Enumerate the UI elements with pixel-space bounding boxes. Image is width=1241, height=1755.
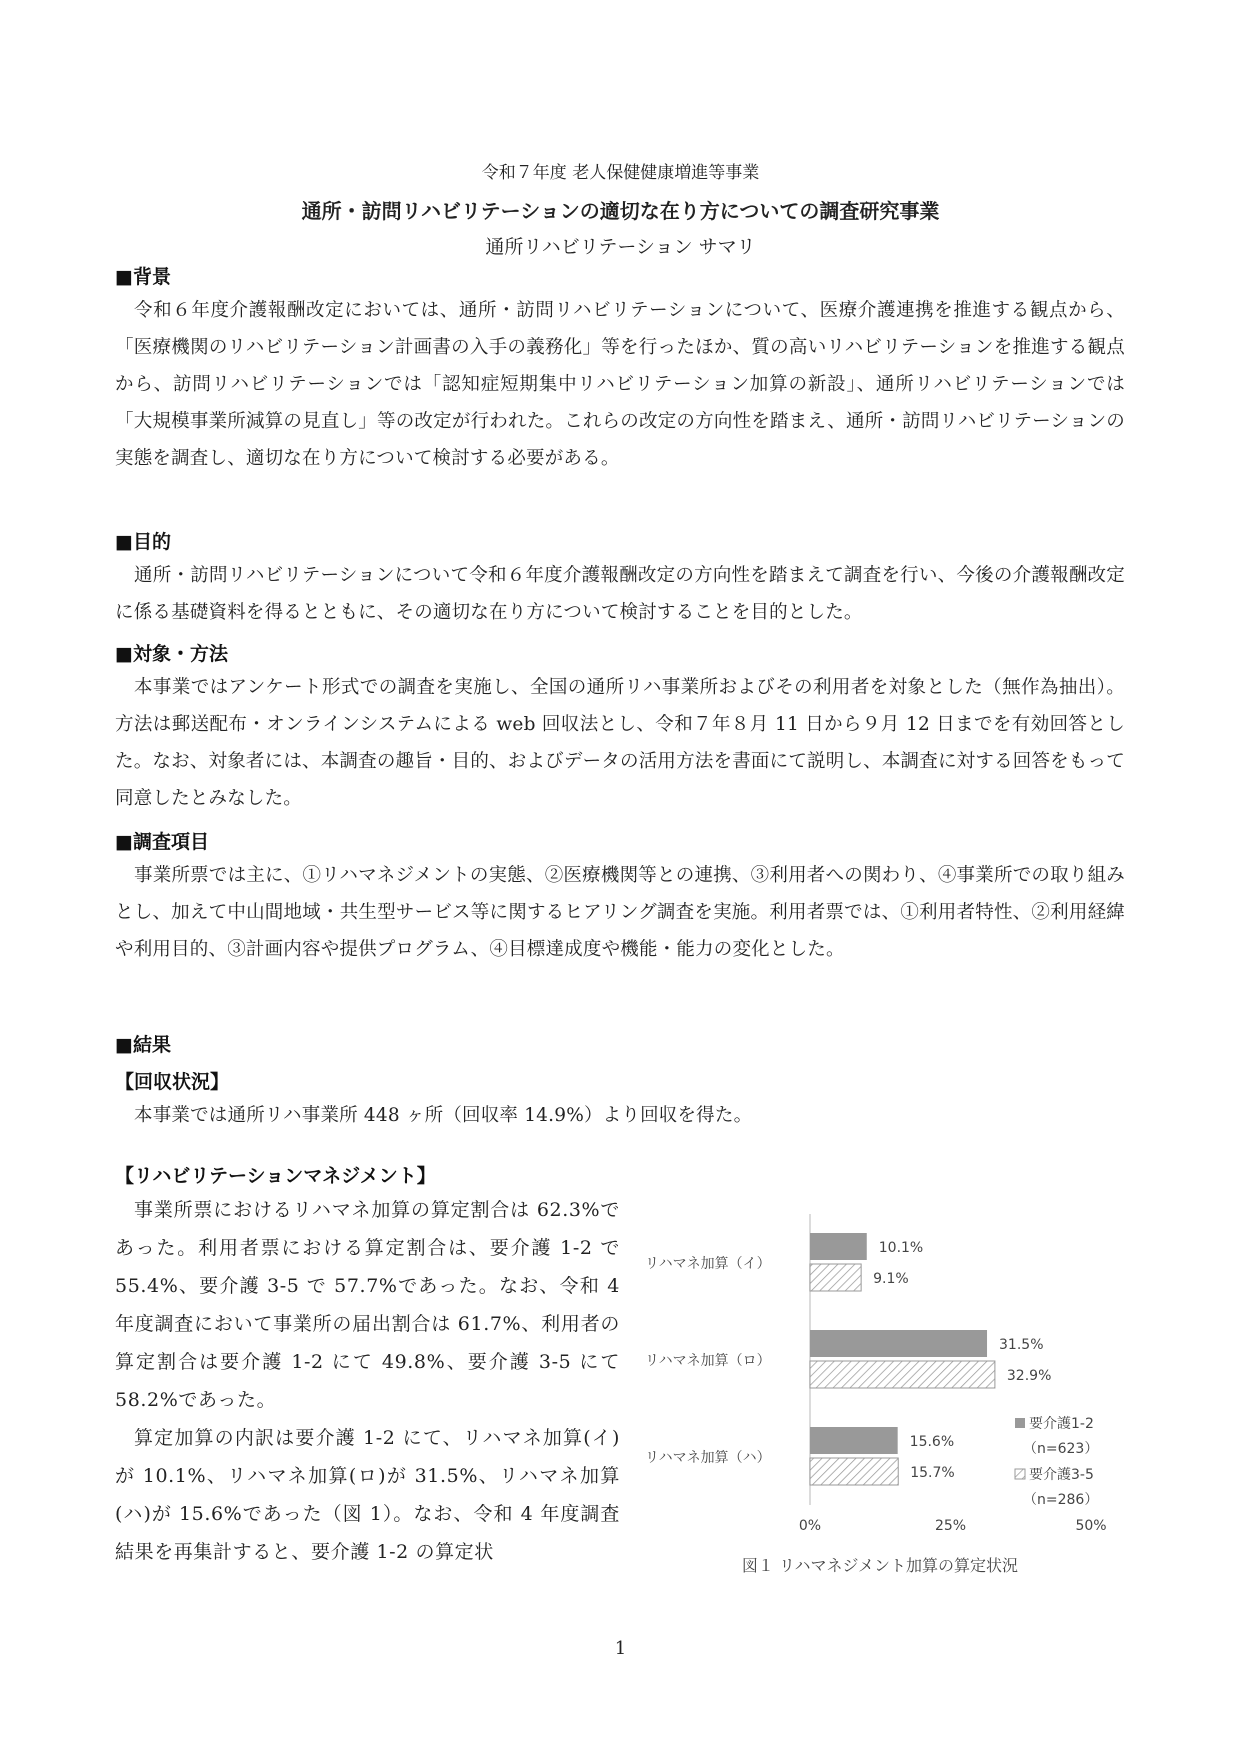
paragraph-collection: 本事業では通所リハ事業所 448 ヶ所（回収率 14.9%）より回収を得た。	[134, 1105, 753, 1126]
document-title: 通所・訪問リハビリテーションの適切な在り方についての調査研究事業	[301, 199, 940, 223]
legend-label: 要介護3-5	[1029, 1467, 1094, 1483]
document-subtitle: 通所リハビリテーション サマリ	[485, 236, 756, 258]
legend-swatch	[1015, 1469, 1025, 1479]
data-label: 15.7%	[910, 1465, 955, 1481]
x-tick-label: 0%	[798, 1518, 822, 1534]
paragraph-rehab-management-1: 事業所票におけるリハマネ加算の算定割合は 62.3%であった。利用者票における算定割合は、要介護 1-2 で 55.4%、要介護 3-5 で 57.7%であった。なお、令和 4 年度調査において事業所の届出割合は 61.7%、利用者の算定割合は要介護 1-2 にて 49.8%、要介護 3-5 にて 58.2%であった。	[115, 1199, 620, 1411]
legend-swatch	[1015, 1418, 1025, 1428]
paragraph-rehab-management-2: 算定加算の内訳は要介護 1-2 にて、リハマネ加算(イ)が 10.1%、リハマネ加算(ロ)が 31.5%、リハマネ加算(ハ)が 15.6%であった（図 1）。なお、令和 4 年度調査結果を再集計すると、要介護 1-2 の算定状	[115, 1427, 620, 1563]
x-tick-label: 25%	[934, 1518, 967, 1534]
legend-n-label: （n=623）	[1023, 1441, 1099, 1457]
bar-care-3-5	[810, 1361, 995, 1388]
bar-care-1-2	[810, 1330, 987, 1357]
data-label: 32.9%	[1006, 1368, 1052, 1384]
category-label: リハマネ加算（イ）	[645, 1256, 771, 1272]
legend-n-label: （n=286）	[1023, 1492, 1099, 1508]
x-tick-label: 50%	[1075, 1518, 1107, 1534]
heading-results: ■結果	[115, 1034, 171, 1056]
paragraph-method: 本事業ではアンケート形式での調査を実施し、全国の通所リハ事業所およびその利用者を対象とした（無作為抽出）。方法は郵送配布・オンラインシステムによる web 回収法とし、令和７年８月 11 日から９月 12 日までを有効回答とした。なお、対象者には、本調査の趣旨・目的、およびデータの活用方法を書面にて説明し、本調査に対する回答をもって同意したとみなした。	[115, 677, 1125, 809]
heading-rehab-management: 【リハビリテーションマネジメント】	[115, 1165, 436, 1187]
data-label: 31.5%	[999, 1337, 1044, 1353]
bar-care-3-5	[810, 1458, 898, 1485]
category-label: リハマネ加算（ハ）	[645, 1450, 771, 1466]
heading-method: ■対象・方法	[115, 643, 228, 665]
paragraph-purpose: 通所・訪問リハビリテーションについて令和６年度介護報酬改定の方向性を踏まえて調査を行い、今後の介護報酬改定に係る基礎資料を得るとともに、その適切な在り方について検討することを目的とした。	[115, 565, 1125, 623]
heading-background: ■背景	[115, 266, 171, 288]
program-name: 令和７年度 老人保健健康増進等事業	[481, 163, 760, 183]
category-label: リハマネ加算（ロ）	[645, 1353, 771, 1369]
data-label: 10.1%	[878, 1240, 924, 1256]
paragraph-background: 令和６年度介護報酬改定においては、通所・訪問リハビリテーションについて、医療介護連携を推進する観点から、「医療機関のリハビリテーション計画書の入手の義務化」等を行ったほか、質の高いリハビリテーションを推進する観点から、訪問リハビリテーションでは「認知症短期集中リハビリテーション加算の新設」、通所リハビリテーションでは「大規模事業所減算の見直し」等の改定が行われた。これらの改定の方向性を踏まえ、通所・訪問リハビリテーションの実態を調査し、適切な在り方について検討する必要がある。	[115, 300, 1125, 469]
legend-label: 要介護1-2	[1029, 1416, 1094, 1432]
page-number: 1	[614, 1638, 627, 1659]
data-label: 9.1%	[873, 1271, 909, 1287]
bar-care-1-2	[810, 1427, 898, 1454]
heading-items: ■調査項目	[115, 831, 209, 853]
figure-caption: 図１ リハマネジメント加算の算定状況	[741, 1556, 1019, 1575]
heading-purpose: ■目的	[115, 531, 171, 553]
bar-chart	[630, 1200, 1130, 1600]
heading-collection: 【回収状況】	[115, 1071, 230, 1093]
figure-1-chart	[630, 1200, 1130, 1600]
bar-care-3-5	[810, 1264, 861, 1291]
data-label: 15.6%	[909, 1434, 955, 1450]
bar-care-1-2	[810, 1233, 867, 1260]
paragraph-items: 事業所票では主に、①リハマネジメントの実態、②医療機関等との連携、③利用者への関わり、④事業所での取り組みとし、加えて中山間地域・共生型サービス等に関するヒアリング調査を実施。利用者票では、①利用者特性、②利用経緯や利用目的、③計画内容や提供プログラム、④目標達成度や機能・能力の変化とした。	[115, 865, 1125, 960]
